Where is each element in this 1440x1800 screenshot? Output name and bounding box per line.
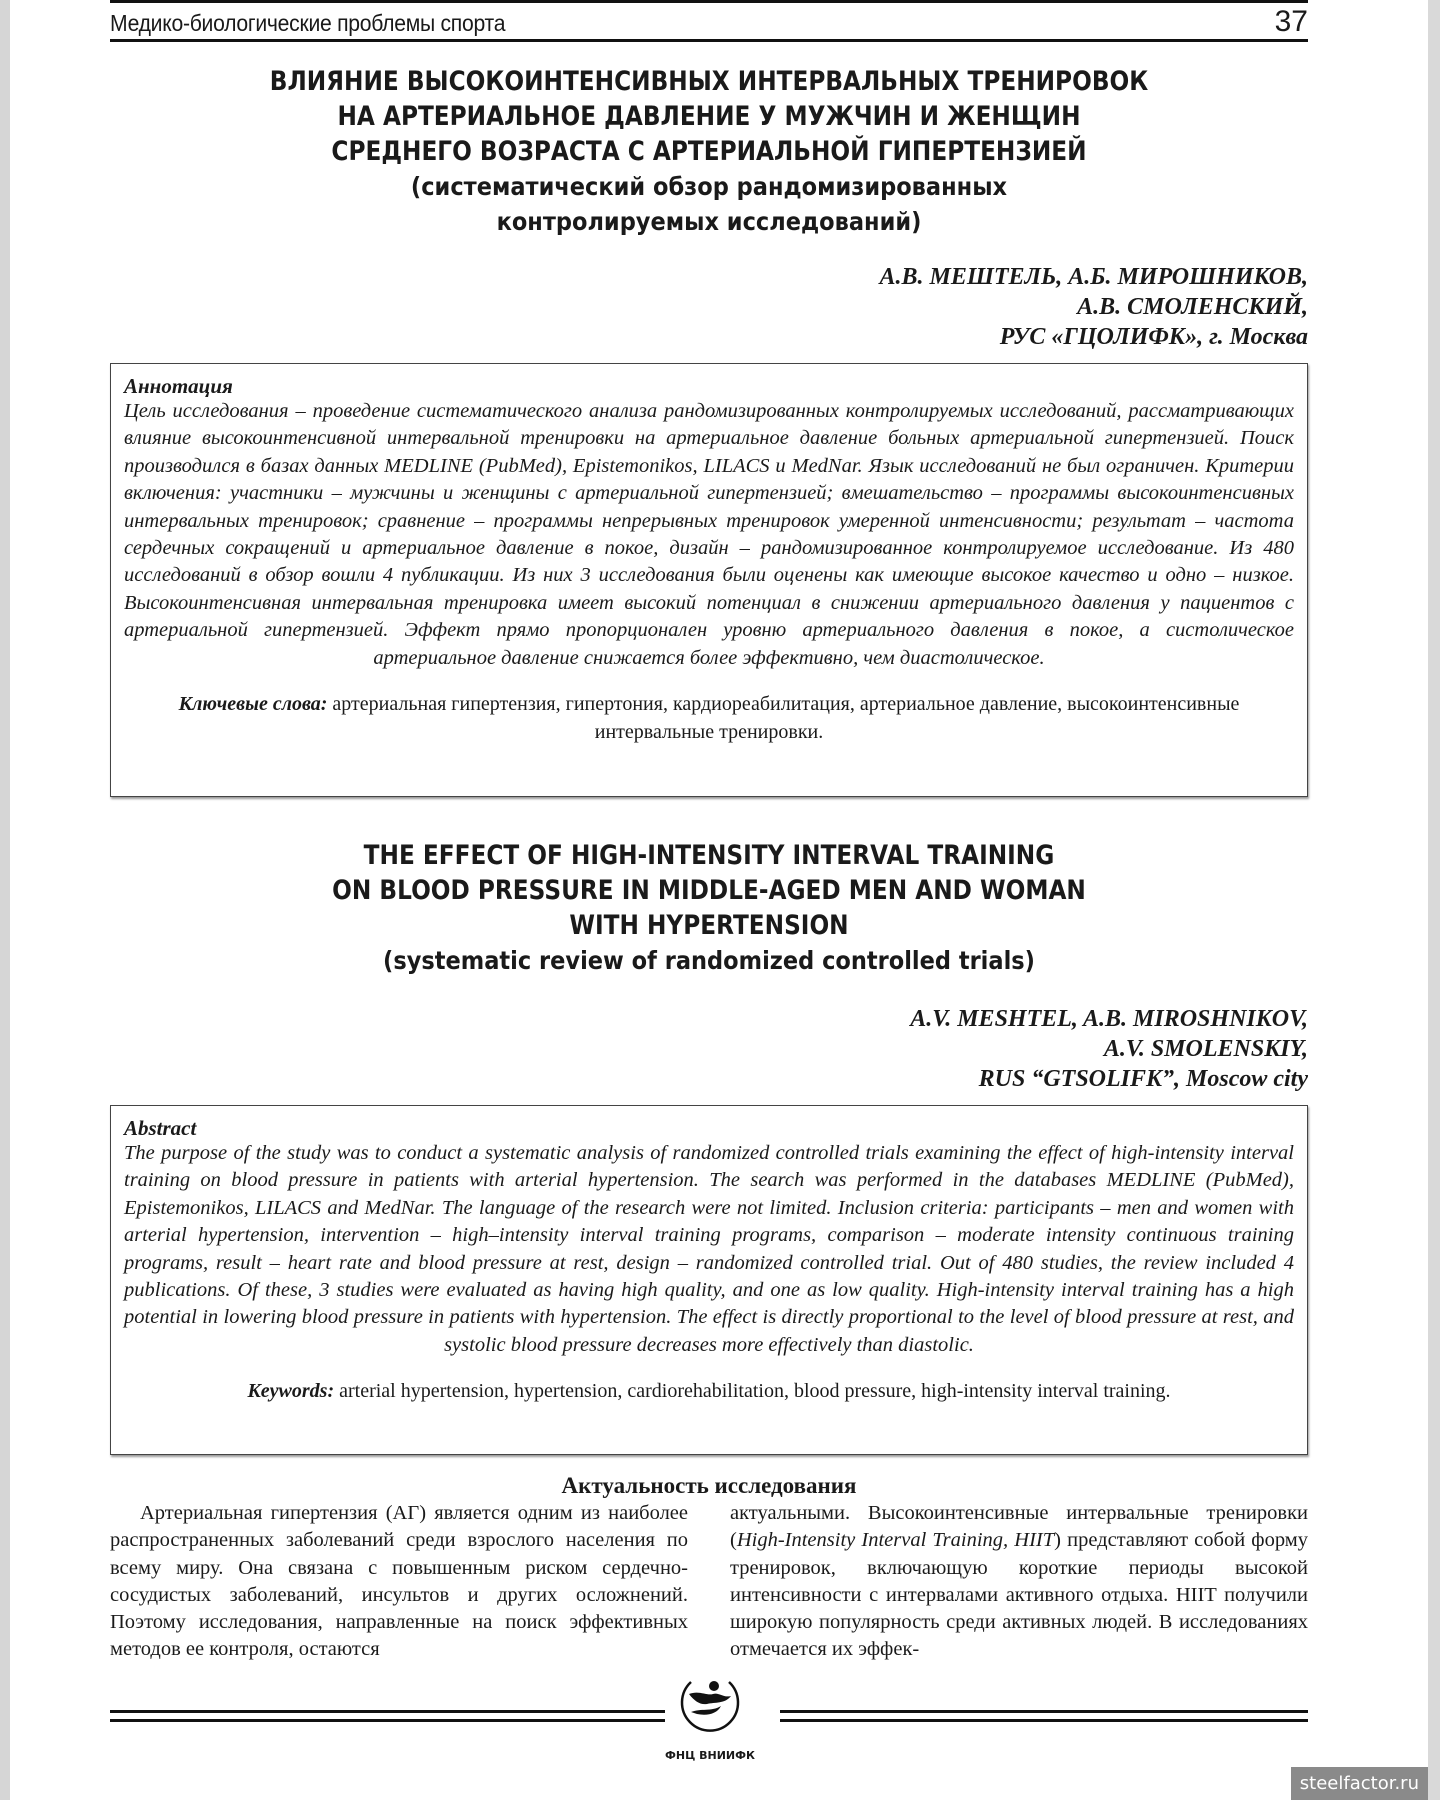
ru-affiliation: РУС «ГЦОЛИФК», г. Москва xyxy=(999,324,1308,350)
ru-subtitle-line: контролируемых исследований) xyxy=(496,207,922,236)
en-abstract-text: The purpose of the study was to conduct a systematic analysis of randomized controlled trials examining the effect of high-intensity interval training on blood pressure in patients with arterial hypertension. The search was performed in the databases MEDLINE (PubMed), Epistemonikos, LILACS and MedNar. The language of the research were not limited. Inclusion criteria: participants – men and women with arterial hypertension, intervention – high–intensity interval training programs, comparison – moderate intensity continuous training programs, result – heart rate and blood pressure at rest, design – randomized controlled trial. Out of 480 studies, the review included 4 publications. Of these, 3 studies were evaluated as having high quality, and one as low quality. High-intensity interval training has a high potential in lowering blood pressure in patients with hypertension. The effect is directly proportional to the level of blood pressure at rest, and systolic blood pressure decreases more effectively than diastolic. xyxy=(124,1142,1294,1356)
en-title-line: WITH HYPERTENSION xyxy=(569,910,849,941)
publisher-name: ФНЦ ВНИИФК xyxy=(664,1749,756,1762)
en-title-line: THE EFFECT OF HIGH-INTENSITY INTERVAL TRAINING xyxy=(363,840,1055,871)
en-affiliation: RUS “GTSOLIFK”, Moscow city xyxy=(978,1066,1308,1092)
en-article-title xyxy=(110,838,1308,978)
viewer-left-edge xyxy=(0,0,10,1800)
en-keywords-label: Keywords: xyxy=(247,1380,335,1403)
en-author-line: A.V. MESHTEL, A.B. MIROSHNIKOV, xyxy=(910,1006,1308,1032)
section-heading: Актуальность исследования xyxy=(561,1473,857,1498)
ru-author-line: А.В. СМОЛЕНСКИЙ, xyxy=(1077,294,1308,320)
ru-keywords-label: Ключевые слова: xyxy=(178,693,328,716)
body-column-left: Артериальная гипертензия (АГ) является одним из наиболее распространенных заболеваний среди взрослого населения по всему миру. Она связана с повышенным риском сердечно-сосудистых заболеваний, инсультов и других осложнений. Поэтому исследования, направленные на поиск эффективных методов ее контроля, остаются xyxy=(110,1502,688,1661)
en-abstract-heading: Abstract xyxy=(124,1116,197,1140)
ru-keywords xyxy=(124,690,1294,746)
en-author-line: A.V. SMOLENSKIY, xyxy=(1103,1036,1308,1062)
footer-double-rule-right xyxy=(780,1710,1308,1722)
page-number: 37 xyxy=(1274,5,1308,38)
ru-authors xyxy=(879,262,1308,352)
journal-name: Медико-биологические проблемы спорта xyxy=(110,10,506,36)
ru-author-line: А.В. МЕШТЕЛЬ, А.Б. МИРОШНИКОВ, xyxy=(879,264,1308,290)
body-text: актуальными. Высокоинтенсивные интервальные тренировки ( xyxy=(730,1502,1308,1552)
running-head xyxy=(110,0,1308,42)
ru-subtitle-line: (систематический обзор рандомизированных xyxy=(410,172,1008,201)
en-subtitle-line: (systematic review of randomized controlled trials) xyxy=(383,946,1035,975)
watermark: steelfactor.ru xyxy=(1291,1767,1428,1800)
ru-title-line: НА АРТЕРИАЛЬНОЕ ДАВЛЕНИЕ У МУЖЧИН И ЖЕНЩИН xyxy=(337,101,1081,132)
ru-title-line: ВЛИЯНИЕ ВЫСОКОИНТЕНСИВНЫХ ИНТЕРВАЛЬНЫХ ТРЕНИРОВОК xyxy=(269,66,1149,97)
ru-abstract-text: Цель исследования – проведение систематического анализа рандомизированных контролируемых исследований, рассматривающих влияние высокоинтенсивной интервальной тренировки на артериальное давление больных артериальной гипертензией. Поиск производился в базах данных MEDLINE (PubMed), Epistemonikos, LILACS и MedNar. Язык исследований не был ограничен. Критерии включения: участники – мужчины и женщины с артериальной гипертензией; вмешательство – программы высокоинтенсивных интервальных тренировок; сравнение – программы непрерывных тренировок умеренной интенсивности; результат – частота сердечных сокращений и артериальное давление в покое, дизайн – рандомизированное контролируемое исследование. Из 480 исследований в обзор вошли 4 публикации. Из них 3 исследования были оценены как имеющие высокое качество и одно – низкое. Высокоинтенсивная интервальная тренировка имеет высокий потенциал в снижении артериального давления у пациентов с артериальной гипертензией. Эффект прямо пропорционален уровню артериального давления в покое, а систолическое артериальное давление снижается более эффективно, чем диастолическое. xyxy=(124,400,1294,669)
publisher-logo xyxy=(664,1672,756,1762)
en-title-line: ON BLOOD PRESSURE IN MIDDLE-AGED MEN AND WOMAN xyxy=(332,875,1086,906)
runner-in-circle-icon xyxy=(677,1672,743,1738)
ru-abstract-heading: Аннотация xyxy=(124,374,233,398)
ru-abstract-box xyxy=(110,363,1308,797)
viewer-scrollbar[interactable] xyxy=(1428,0,1440,1800)
en-abstract-box xyxy=(110,1105,1308,1455)
body-italic-term: High-Intensity Interval Training, HIIT xyxy=(736,1529,1055,1552)
en-keywords xyxy=(124,1377,1294,1405)
ru-title-line: СРЕДНЕГО ВОЗРАСТА С АРТЕРИАЛЬНОЙ ГИПЕРТЕНЗИЕЙ xyxy=(331,136,1087,167)
en-keywords-text: arterial hypertension, hypertension, cardiorehabilitation, blood pressure, high-intensity interval training. xyxy=(334,1380,1171,1403)
body-text: ) представляют собой форму тренировок, включающую короткие периоды высокой интенсивности с интервалами активного отдыха. HIIT получили широкую популярность среди активных людей. В исследованиях отмечается их эффек- xyxy=(730,1529,1308,1661)
en-authors xyxy=(910,1004,1308,1094)
ru-article-title xyxy=(110,64,1308,239)
body-column-right xyxy=(730,1500,1308,1664)
footer-double-rule-left xyxy=(110,1710,665,1722)
document-page xyxy=(110,0,1308,1800)
ru-keywords-text: артериальная гипертензия, гипертония, кардиореабилитация, артериальное давление, высокоинтенсивные интервальные тренировки. xyxy=(327,693,1240,744)
